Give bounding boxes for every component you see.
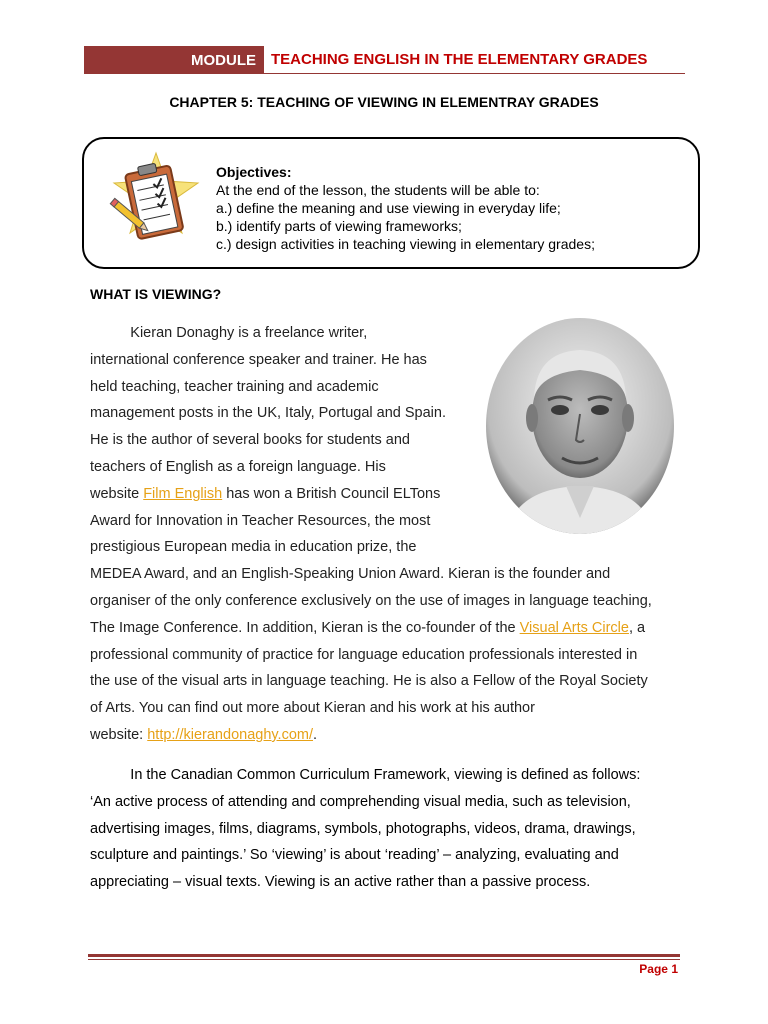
footer-divider <box>88 954 680 957</box>
module-header <box>84 46 685 74</box>
text-fragment: has won a British Council ELTons <box>222 485 441 502</box>
text-line: management posts in the UK, Italy, Portugal and Spain. <box>90 405 446 422</box>
text-fragment: website: <box>90 726 148 743</box>
objectives-line: c.) design activities in teaching viewing in elementary grades; <box>216 236 595 252</box>
text-line <box>90 481 652 508</box>
module-title: TEACHING ENGLISH IN THE ELEMENTARY GRADES <box>271 51 648 68</box>
text-line: the use of the visual arts in language teaching. He is also a Fellow of the Royal Society <box>90 673 648 690</box>
text-line: international conference speaker and trainer. He has <box>90 351 427 368</box>
text-line: organiser of the only conference exclusively on the use of images in language teaching, <box>90 592 652 609</box>
text-line: sculpture and paintings.’ So ‘viewing’ is about ‘reading’ – analyzing, evaluating and <box>90 847 619 864</box>
text-line: ‘An active process of attending and comprehending visual media, such as television, <box>90 793 631 810</box>
module-label: MODULE <box>84 46 264 74</box>
text-line: of Arts. You can find out more about Kieran and his work at his author <box>90 700 535 717</box>
visual-arts-circle-link[interactable]: Visual Arts Circle <box>519 619 629 636</box>
text-line: appreciating – visual texts. Viewing is an active rather than a passive process. <box>90 874 591 891</box>
text-line <box>90 615 652 642</box>
text-line: MEDEA Award, and an English-Speaking Union Award. Kieran is the founder and <box>90 566 611 583</box>
chapter-title: CHAPTER 5: TEACHING OF VIEWING IN ELEMENTRAY GRADES <box>169 94 599 110</box>
text-fragment: website <box>90 485 144 502</box>
clipboard-icon <box>106 151 202 255</box>
text-line: professional community of practice for language education professionals interested in <box>90 646 638 663</box>
text-line: He is the author of several books for students and <box>90 432 410 449</box>
page-number: Page 1 <box>639 962 678 976</box>
objectives-line: b.) identify parts of viewing frameworks; <box>216 218 462 234</box>
footer-divider-thin <box>88 959 680 960</box>
text-fragment: . <box>313 726 318 743</box>
section-heading: WHAT IS VIEWING? <box>90 286 222 302</box>
objectives-line: a.) define the meaning and use viewing in everyday life; <box>216 200 561 216</box>
text-line <box>90 722 652 749</box>
text-line: advertising images, films, diagrams, symbols, photographs, videos, drama, drawings, <box>90 820 636 837</box>
text-line: prestigious European media in education prize, the <box>90 539 417 556</box>
text-line: held teaching, teacher training and academic <box>90 378 379 395</box>
objectives-box <box>82 137 700 269</box>
objectives-heading: Objectives: <box>216 164 292 180</box>
text-line: teachers of English as a foreign language. His <box>90 458 386 475</box>
text-fragment: , a <box>628 619 646 636</box>
film-english-link[interactable]: Film English <box>143 485 223 502</box>
author-bio-paragraph <box>90 320 652 749</box>
text-line: Award for Innovation in Teacher Resources, the most <box>90 512 431 529</box>
header-divider <box>264 73 685 74</box>
text-line: Kieran Donaghy is a freelance writer, <box>90 325 368 341</box>
objectives-line: At the end of the lesson, the students will be able to: <box>216 182 540 198</box>
viewing-definition-paragraph <box>90 762 640 896</box>
text-fragment: The Image Conference. In addition, Kieran is the co-founder of the <box>90 619 520 636</box>
text-line: In the Canadian Common Curriculum Framework, viewing is defined as follows: <box>90 767 641 783</box>
objectives-text <box>216 163 595 253</box>
author-website-link[interactable]: http://kierandonaghy.com/ <box>147 726 314 743</box>
